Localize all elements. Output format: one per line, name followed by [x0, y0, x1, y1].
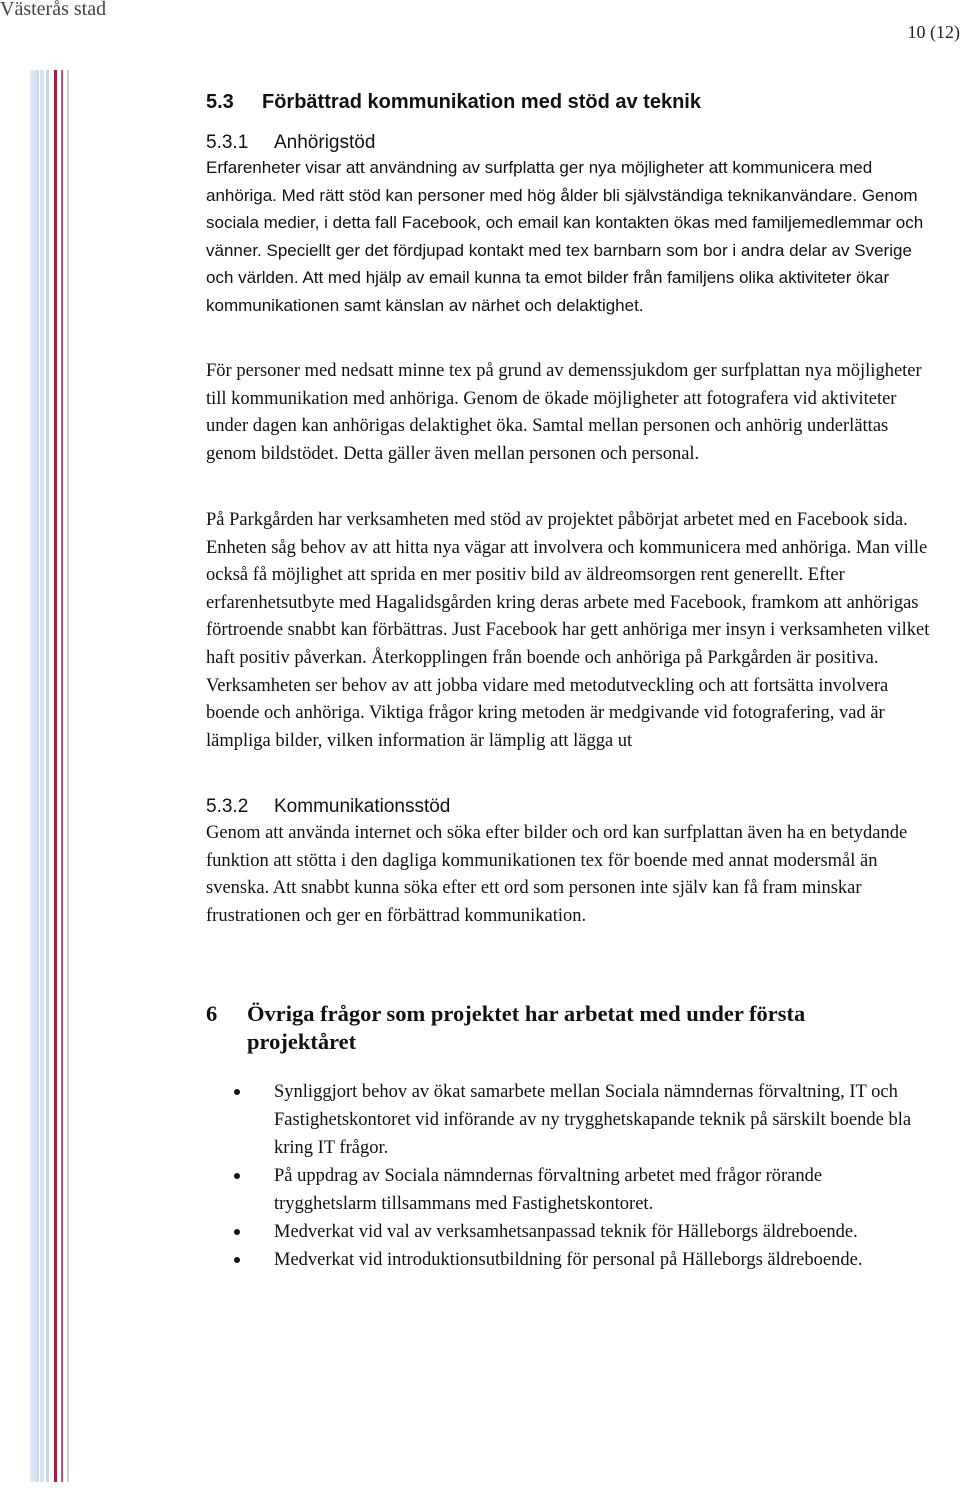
paragraph-parkgarden: På Parkgården har verksamheten med stöd av projektet påbörjat arbetet med en Facebook sida. Enheten såg behov av att hitta nya vägar att involvera och kommunicera med anhöriga. Man ville också få möjlighet att sprida en mer positiv bild av äldreomsorgen rent generellt. Efter erfarenhetsutbyte med Hagalidsgården kring deras arbete med Facebook, framkom att anhörigas förtroende snabbt kan förbättras. Just Facebook har gett anhöriga mer insyn i verksamheten vilket haft positiv påverkan. Återkopplingen från boende och anhöriga på Parkgården är positiva. Verksamheten ser behov av att jobba vidare med metodutveckling och att fortsätta involvera boende och anhöriga. Viktiga frågor kring metoden är medgivande vid fotografering, vad är lämpliga bilder, vilken information är lämplig att lägga ut: [206, 510, 930, 751]
heading-6: [206, 1000, 906, 1056]
heading-number: 6: [206, 1001, 218, 1026]
bullet-list: [234, 1078, 924, 1274]
page-header-org: Västerås stad: [0, 0, 107, 20]
heading-title: Förbättrad kommunikation med stöd av teknik: [262, 91, 701, 113]
heading-title: Anhörigstöd: [274, 132, 376, 153]
bullet-icon: [234, 1257, 240, 1263]
stripe-red-light: [61, 70, 63, 1482]
list-item-text: Medverkat vid val av verksamhetsanpassad teknik för Hälleborgs äldreboende.: [274, 1222, 858, 1242]
paragraph-anhorigstod: Erfarenheter visar att användning av surfplatta ger nya möjligheter att kommunicera med anhöriga. Med rätt stöd kan personer med hög ålder bli självständiga teknikanvändare. Genom sociala medier, i detta fall Facebook, och email kan kontakten ökas med familjemedlemmar och vänner. Speciellt ger det fördjupad kontakt med tex barnbarn som bor i andra delar av Sverige och världen. Att med hjälp av email kunna ta emot bilder från familjens olika aktiviteter ökar kommunikationen samt känslan av närhet och delaktighet.: [206, 158, 924, 315]
stripe-blue-thin: [67, 70, 69, 1482]
heading-title: Kommunikationsstöd: [274, 796, 451, 817]
list-item-text: Synliggjort behov av ökat samarbete mellan Sociala nämndernas förvaltning, IT och Fastighetskontoret vid införande av ny trygghetskapande teknik på särskilt boende bla kring IT frågor.: [274, 1082, 912, 1158]
heading-5-3-1: [206, 132, 375, 154]
decorative-margin-stripes: [30, 70, 78, 1482]
heading-5-3: [206, 91, 701, 114]
paragraph-kommunikationsstod: Genom att använda internet och söka efter bilder och ord kan surfplattan även ha en betydande funktion att stötta i den dagliga kommunikationen tex för boende med annat modersmål än svenska. Att snabbt kunna söka efter ett ord som personen inte själv kan få fram minskar frustrationen och ger en förbättrad kommunikation.: [206, 823, 908, 926]
list-item: [234, 1162, 924, 1218]
heading-number: 5.3.2: [206, 796, 249, 817]
paragraph-demens: För personer med nedsatt minne tex på grund av demenssjukdom ger surfplattan nya möjligheter till kommunikation med anhöriga. Genom de ökade möjligheter att fotografera vid aktiviteter under dagen kan anhörigas delaktighet öka. Samtal mellan personen och anhörig underlättas genom bildstödet. Detta gäller även mellan personen och personal.: [206, 361, 922, 464]
bullet-icon: [234, 1229, 240, 1235]
heading-number: 5.3.1: [206, 132, 249, 153]
page-number: 10 (12): [907, 22, 960, 42]
stripe-blue-wide: [30, 70, 39, 1482]
stripe-red: [54, 70, 57, 1482]
list-item: [234, 1218, 924, 1246]
list-item-text: Medverkat vid introduktionsutbildning för personal på Hälleborgs äldreboende.: [274, 1250, 863, 1270]
heading-5-3-2: [206, 796, 450, 818]
heading-number: 5.3: [206, 91, 234, 113]
stripe-blue-light: [40, 70, 44, 1482]
heading-title: Övriga frågor som projektet har arbetat med under första projektåret: [247, 1001, 806, 1054]
list-item: [234, 1078, 924, 1162]
stripe-blue-mid: [46, 70, 49, 1482]
bullet-icon: [234, 1089, 240, 1095]
list-item: [234, 1246, 924, 1274]
bullet-icon: [234, 1173, 240, 1179]
list-item-text: På uppdrag av Sociala nämndernas förvaltning arbetet med frågor rörande trygghetslarm tillsammans med Fastighetskontoret.: [274, 1166, 823, 1214]
